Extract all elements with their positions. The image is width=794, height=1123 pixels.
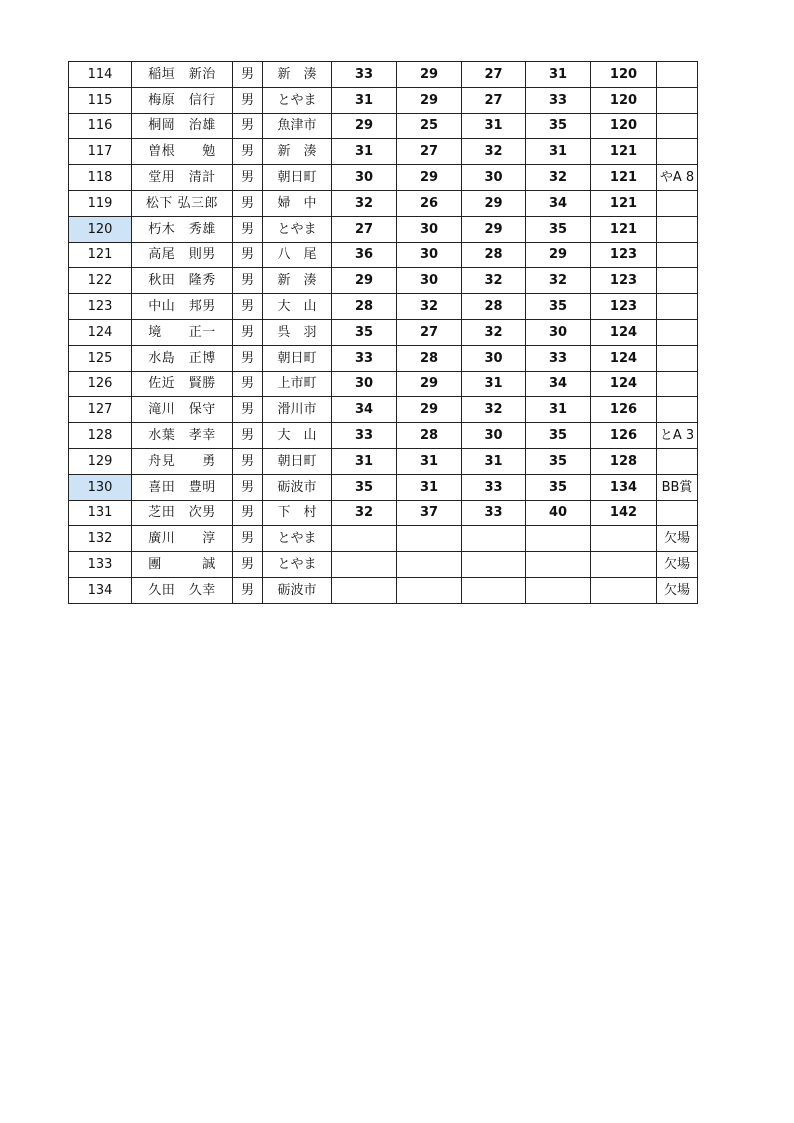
score-cell: 27: [397, 139, 462, 165]
note-cell: [657, 397, 698, 423]
player-name-cell: 喜田 豊明: [132, 474, 233, 500]
rank-cell: 124: [69, 319, 132, 345]
score-cell: 29: [332, 268, 397, 294]
score-cell: [332, 577, 397, 603]
score-cell: 40: [526, 500, 591, 526]
score-cell: 33: [526, 87, 591, 113]
score-cell: 35: [526, 216, 591, 242]
table-row: [69, 113, 698, 139]
total-cell: 121: [591, 190, 657, 216]
club-cell: 朝日町: [263, 165, 332, 191]
score-cell: 32: [332, 190, 397, 216]
score-cell: 29: [462, 216, 526, 242]
rank-cell: 126: [69, 371, 132, 397]
score-cell: 32: [462, 268, 526, 294]
score-cell: 31: [462, 371, 526, 397]
rank-cell: 127: [69, 397, 132, 423]
club-cell: 砺波市: [263, 474, 332, 500]
rank-cell: 131: [69, 500, 132, 526]
player-name-cell: 水島 正博: [132, 345, 233, 371]
rank-cell: 120: [69, 216, 132, 242]
table-row: [69, 423, 698, 449]
score-cell: 31: [526, 397, 591, 423]
note-cell: [657, 371, 698, 397]
note-cell: [657, 113, 698, 139]
score-cell: 35: [332, 319, 397, 345]
player-name-cell: 堂用 清計: [132, 165, 233, 191]
score-cell: 37: [397, 500, 462, 526]
rank-cell: 134: [69, 577, 132, 603]
table-row: [69, 190, 698, 216]
rank-cell: 132: [69, 526, 132, 552]
player-name-cell: 舟見 勇: [132, 448, 233, 474]
score-cell: 30: [397, 242, 462, 268]
score-cell: [462, 526, 526, 552]
score-cell: 30: [462, 423, 526, 449]
note-cell: [657, 500, 698, 526]
player-name-cell: 桐岡 治雄: [132, 113, 233, 139]
player-name-cell: 芝田 次男: [132, 500, 233, 526]
total-cell: 121: [591, 165, 657, 191]
note-cell: [657, 319, 698, 345]
score-cell: 28: [332, 294, 397, 320]
club-cell: とやま: [263, 552, 332, 578]
sex-cell: 男: [233, 113, 263, 139]
note-cell: やA 8: [657, 165, 698, 191]
total-cell: 142: [591, 500, 657, 526]
sex-cell: 男: [233, 62, 263, 88]
sex-cell: 男: [233, 165, 263, 191]
sex-cell: 男: [233, 294, 263, 320]
score-cell: 27: [462, 62, 526, 88]
table-row: [69, 526, 698, 552]
table-row: [69, 268, 698, 294]
table-row: [69, 474, 698, 500]
score-cell: 30: [397, 216, 462, 242]
rank-cell: 122: [69, 268, 132, 294]
score-cell: 31: [332, 448, 397, 474]
sex-cell: 男: [233, 577, 263, 603]
club-cell: 魚津市: [263, 113, 332, 139]
player-name-cell: 團 誠: [132, 552, 233, 578]
score-cell: 32: [397, 294, 462, 320]
score-cell: 32: [462, 397, 526, 423]
score-cell: 29: [332, 113, 397, 139]
sex-cell: 男: [233, 371, 263, 397]
sex-cell: 男: [233, 448, 263, 474]
rank-cell: 117: [69, 139, 132, 165]
rank-cell: 123: [69, 294, 132, 320]
total-cell: 123: [591, 268, 657, 294]
score-cell: 34: [526, 190, 591, 216]
total-cell: 124: [591, 371, 657, 397]
score-cell: [397, 552, 462, 578]
score-cell: 35: [526, 474, 591, 500]
sex-cell: 男: [233, 190, 263, 216]
score-cell: 29: [397, 87, 462, 113]
player-name-cell: 梅原 信行: [132, 87, 233, 113]
score-cell: 30: [397, 268, 462, 294]
sex-cell: 男: [233, 474, 263, 500]
score-cell: 31: [526, 62, 591, 88]
score-cell: [526, 552, 591, 578]
score-cell: 29: [397, 371, 462, 397]
player-name-cell: 水葉 孝幸: [132, 423, 233, 449]
score-cell: 31: [332, 139, 397, 165]
sex-cell: 男: [233, 242, 263, 268]
club-cell: 大 山: [263, 294, 332, 320]
table-row: [69, 577, 698, 603]
score-cell: 31: [462, 448, 526, 474]
score-cell: 31: [526, 139, 591, 165]
total-cell: 124: [591, 345, 657, 371]
score-cell: 30: [332, 371, 397, 397]
player-name-cell: 久田 久幸: [132, 577, 233, 603]
note-cell: とA 3: [657, 423, 698, 449]
table-row: [69, 242, 698, 268]
score-cell: 28: [397, 345, 462, 371]
note-cell: [657, 190, 698, 216]
score-cell: 31: [397, 474, 462, 500]
score-cell: 27: [462, 87, 526, 113]
total-cell: 120: [591, 113, 657, 139]
rank-cell: 129: [69, 448, 132, 474]
score-cell: 33: [526, 345, 591, 371]
table-row: [69, 139, 698, 165]
rank-cell: 133: [69, 552, 132, 578]
note-cell: [657, 216, 698, 242]
club-cell: 八 尾: [263, 242, 332, 268]
club-cell: とやま: [263, 526, 332, 552]
sex-cell: 男: [233, 216, 263, 242]
score-cell: [526, 577, 591, 603]
total-cell: 126: [591, 397, 657, 423]
score-cell: 32: [462, 139, 526, 165]
table-row: [69, 345, 698, 371]
note-cell: [657, 448, 698, 474]
score-cell: 28: [462, 294, 526, 320]
note-cell: 欠場: [657, 526, 698, 552]
player-name-cell: 佐近 賢勝: [132, 371, 233, 397]
player-name-cell: 中山 邦男: [132, 294, 233, 320]
club-cell: 砺波市: [263, 577, 332, 603]
club-cell: 新 湊: [263, 268, 332, 294]
club-cell: 下 村: [263, 500, 332, 526]
note-cell: 欠場: [657, 577, 698, 603]
score-cell: 25: [397, 113, 462, 139]
note-cell: BB賞: [657, 474, 698, 500]
player-name-cell: 廣川 淳: [132, 526, 233, 552]
score-cell: 29: [397, 397, 462, 423]
note-cell: [657, 87, 698, 113]
total-cell: 126: [591, 423, 657, 449]
total-cell: 128: [591, 448, 657, 474]
score-cell: [332, 552, 397, 578]
results-table-body: [69, 62, 698, 604]
club-cell: 朝日町: [263, 345, 332, 371]
note-cell: [657, 268, 698, 294]
score-cell: 31: [332, 87, 397, 113]
player-name-cell: 稲垣 新治: [132, 62, 233, 88]
results-table: [68, 61, 698, 604]
total-cell: 120: [591, 62, 657, 88]
rank-cell: 115: [69, 87, 132, 113]
score-cell: [526, 526, 591, 552]
club-cell: 大 山: [263, 423, 332, 449]
sex-cell: 男: [233, 526, 263, 552]
note-cell: [657, 242, 698, 268]
club-cell: とやま: [263, 87, 332, 113]
score-cell: 33: [332, 345, 397, 371]
total-cell: 121: [591, 216, 657, 242]
score-cell: 30: [462, 345, 526, 371]
player-name-cell: 秋田 隆秀: [132, 268, 233, 294]
sex-cell: 男: [233, 500, 263, 526]
score-cell: 31: [397, 448, 462, 474]
table-row: [69, 319, 698, 345]
rank-cell: 119: [69, 190, 132, 216]
club-cell: 新 湊: [263, 62, 332, 88]
score-cell: 35: [526, 423, 591, 449]
score-cell: 34: [332, 397, 397, 423]
score-cell: 32: [526, 165, 591, 191]
club-cell: 滑川市: [263, 397, 332, 423]
score-cell: 29: [526, 242, 591, 268]
sex-cell: 男: [233, 397, 263, 423]
club-cell: 新 湊: [263, 139, 332, 165]
score-cell: 29: [397, 62, 462, 88]
note-cell: [657, 294, 698, 320]
sex-cell: 男: [233, 87, 263, 113]
score-cell: 30: [526, 319, 591, 345]
rank-cell: 114: [69, 62, 132, 88]
score-cell: 32: [526, 268, 591, 294]
sex-cell: 男: [233, 552, 263, 578]
sex-cell: 男: [233, 139, 263, 165]
score-cell: 31: [462, 113, 526, 139]
score-cell: 28: [462, 242, 526, 268]
player-name-cell: 境 正一: [132, 319, 233, 345]
player-name-cell: 松下 弘三郎: [132, 190, 233, 216]
score-cell: [332, 526, 397, 552]
score-cell: [397, 526, 462, 552]
total-cell: 123: [591, 294, 657, 320]
sex-cell: 男: [233, 319, 263, 345]
rank-cell: 116: [69, 113, 132, 139]
score-cell: 35: [332, 474, 397, 500]
player-name-cell: 高尾 則男: [132, 242, 233, 268]
score-cell: 35: [526, 294, 591, 320]
table-row: [69, 87, 698, 113]
score-cell: 32: [462, 319, 526, 345]
total-cell: 120: [591, 87, 657, 113]
total-cell: [591, 552, 657, 578]
score-cell: [462, 552, 526, 578]
note-cell: [657, 139, 698, 165]
club-cell: 朝日町: [263, 448, 332, 474]
score-cell: 28: [397, 423, 462, 449]
rank-cell: 125: [69, 345, 132, 371]
score-cell: 30: [332, 165, 397, 191]
total-cell: [591, 577, 657, 603]
table-row: [69, 500, 698, 526]
score-cell: 32: [332, 500, 397, 526]
table-row: [69, 371, 698, 397]
sex-cell: 男: [233, 345, 263, 371]
score-cell: 33: [332, 423, 397, 449]
score-cell: 33: [332, 62, 397, 88]
score-cell: 29: [397, 165, 462, 191]
score-cell: [397, 577, 462, 603]
player-name-cell: 滝川 保守: [132, 397, 233, 423]
score-cell: 36: [332, 242, 397, 268]
note-cell: [657, 345, 698, 371]
total-cell: 134: [591, 474, 657, 500]
club-cell: とやま: [263, 216, 332, 242]
total-cell: 124: [591, 319, 657, 345]
table-row: [69, 397, 698, 423]
score-cell: [462, 577, 526, 603]
table-row: [69, 165, 698, 191]
table-row: [69, 294, 698, 320]
total-cell: 123: [591, 242, 657, 268]
note-cell: [657, 62, 698, 88]
score-cell: 34: [526, 371, 591, 397]
sex-cell: 男: [233, 268, 263, 294]
note-cell: 欠場: [657, 552, 698, 578]
score-cell: 33: [462, 474, 526, 500]
club-cell: 呉 羽: [263, 319, 332, 345]
club-cell: 上市町: [263, 371, 332, 397]
total-cell: [591, 526, 657, 552]
total-cell: 121: [591, 139, 657, 165]
rank-cell: 121: [69, 242, 132, 268]
player-name-cell: 朽木 秀雄: [132, 216, 233, 242]
score-cell: 27: [397, 319, 462, 345]
rank-cell: 130: [69, 474, 132, 500]
score-cell: 30: [462, 165, 526, 191]
sex-cell: 男: [233, 423, 263, 449]
rank-cell: 118: [69, 165, 132, 191]
score-cell: 35: [526, 448, 591, 474]
score-cell: 29: [462, 190, 526, 216]
score-cell: 27: [332, 216, 397, 242]
player-name-cell: 曽根 勉: [132, 139, 233, 165]
table-row: [69, 62, 698, 88]
score-cell: 33: [462, 500, 526, 526]
table-row: [69, 448, 698, 474]
score-cell: 35: [526, 113, 591, 139]
rank-cell: 128: [69, 423, 132, 449]
score-cell: 26: [397, 190, 462, 216]
table-row: [69, 216, 698, 242]
table-row: [69, 552, 698, 578]
club-cell: 婦 中: [263, 190, 332, 216]
